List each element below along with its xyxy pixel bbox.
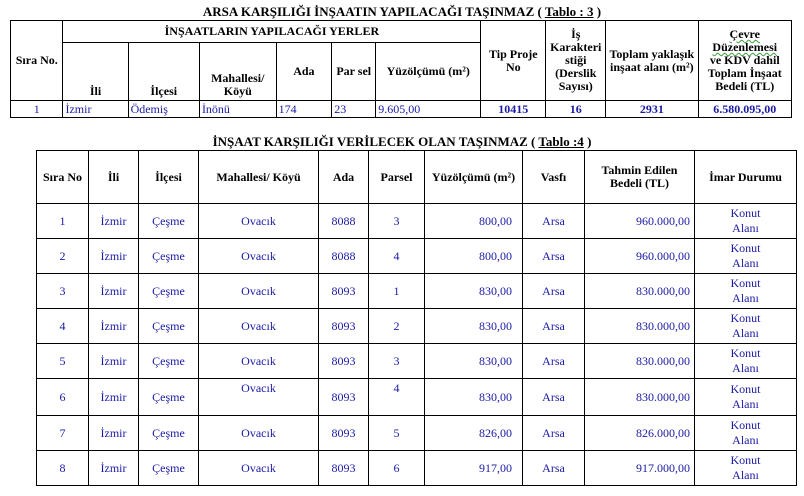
cell-il: İzmir bbox=[89, 344, 139, 379]
cell-ilce: Çeşme bbox=[139, 204, 199, 239]
table-row bbox=[37, 451, 797, 486]
cell-ilce: Çeşme bbox=[139, 416, 199, 451]
table4-title-text: İNŞAAT KARŞILIĞI VERİLECEK OLAN TAŞINMAZ ( bbox=[212, 134, 536, 149]
cell-il: İzmir bbox=[89, 379, 139, 416]
header-is-karakteristigi: İş Karakteri stiği (Derslik Sayısı) bbox=[546, 21, 606, 101]
header-ilce: İlçesi bbox=[128, 43, 199, 101]
cell-bedel: 960.000,00 bbox=[585, 239, 695, 274]
header-ada: Ada bbox=[276, 43, 332, 101]
header-mahalle: Mahallesi/ Köyü bbox=[199, 151, 319, 204]
header-bedel bbox=[698, 21, 791, 101]
table-row bbox=[37, 239, 797, 274]
header-ilce: İlçesi bbox=[139, 151, 199, 204]
cell-imar: Konut Alanı bbox=[695, 274, 797, 309]
table3-title-end: ) bbox=[596, 4, 602, 19]
cell-bedel: 830.000,00 bbox=[585, 379, 695, 416]
cell-il: İzmir bbox=[89, 451, 139, 486]
cell-vasfi: Arsa bbox=[523, 204, 585, 239]
header-sira: Sıra No. bbox=[11, 21, 63, 101]
table3-title-ref: Tablo : 3 bbox=[544, 4, 594, 19]
cell-yuzolcumu: 917,00 bbox=[425, 451, 523, 486]
header-bedel: Tahmin Edilen Bedeli (TL) bbox=[585, 151, 695, 204]
cell-imar: Konut Alanı bbox=[695, 344, 797, 379]
cell-yuzolcumu: 830,00 bbox=[425, 344, 523, 379]
cell-yuzolcumu: 800,00 bbox=[425, 239, 523, 274]
cell-ada: 8093 bbox=[319, 309, 369, 344]
cell-mahalle: Ovacık bbox=[199, 451, 319, 486]
cell-parsel: 3 bbox=[369, 204, 425, 239]
table-row bbox=[37, 416, 797, 451]
cell-ilce: Ödemiş bbox=[128, 101, 199, 118]
cell-imar: Konut Alanı bbox=[695, 239, 797, 274]
cell-ada: 8093 bbox=[319, 379, 369, 416]
header-parsel: Parsel bbox=[369, 151, 425, 204]
table-row bbox=[37, 204, 797, 239]
cell-ilce: Çeşme bbox=[139, 344, 199, 379]
cell-ilce: Çeşme bbox=[139, 451, 199, 486]
cell-sira: 6 bbox=[37, 379, 89, 416]
header-yuzolcumu: Yüzölçümü (m²) bbox=[376, 43, 481, 101]
cell-ilce: Çeşme bbox=[139, 309, 199, 344]
header-toplam-alan: Toplam yaklaşık inşaat alanı (m²) bbox=[606, 21, 698, 101]
cell-vasfi: Arsa bbox=[523, 239, 585, 274]
cell-ada: 8093 bbox=[319, 451, 369, 486]
cell-sira: 5 bbox=[37, 344, 89, 379]
cell-parsel: 3 bbox=[369, 344, 425, 379]
cell-bedel: 960.000,00 bbox=[585, 204, 695, 239]
cell-parsel: 1 bbox=[369, 274, 425, 309]
cell-yuzolcumu: 830,00 bbox=[425, 309, 523, 344]
cell-vasfi: Arsa bbox=[523, 274, 585, 309]
cell-il: İzmir bbox=[89, 274, 139, 309]
header-parsel: Par sel bbox=[332, 43, 376, 101]
cell-imar: Konut Alanı bbox=[695, 204, 797, 239]
cell-parsel: 23 bbox=[332, 101, 376, 118]
cell-il: İzmir bbox=[89, 416, 139, 451]
cell-parsel: 2 bbox=[369, 309, 425, 344]
cell-sira: 4 bbox=[37, 309, 89, 344]
header-bedel-line1: Çevre Düzenlemesi bbox=[712, 27, 778, 54]
header-vasfi: Vasfı bbox=[523, 151, 585, 204]
table-row bbox=[37, 309, 797, 344]
table3 bbox=[10, 20, 792, 118]
cell-imar: Konut Alanı bbox=[695, 379, 797, 416]
header-bedel-line2: ve KDV dahil Toplam İnşaat Bedeli (TL) bbox=[707, 53, 782, 93]
cell-vasfi: Arsa bbox=[523, 379, 585, 416]
cell-alan: 2931 bbox=[606, 101, 698, 118]
cell-ilce: Çeşme bbox=[139, 379, 199, 416]
cell-ilce: Çeşme bbox=[139, 274, 199, 309]
cell-mahalle: Ovacık bbox=[199, 379, 319, 416]
cell-vasfi: Arsa bbox=[523, 344, 585, 379]
cell-bedel: 6.580.095,00 bbox=[698, 101, 791, 118]
cell-il: İzmir bbox=[63, 101, 128, 118]
cell-bedel: 830.000,00 bbox=[585, 274, 695, 309]
table4 bbox=[36, 150, 797, 486]
cell-ada: 8093 bbox=[319, 344, 369, 379]
table-row bbox=[37, 274, 797, 309]
cell-bedel: 826.000,00 bbox=[585, 416, 695, 451]
cell-il: İzmir bbox=[89, 204, 139, 239]
table-row bbox=[37, 379, 797, 416]
table4-title-end: ) bbox=[587, 134, 592, 149]
header-yuzolcumu: Yüzölçümü (m²) bbox=[425, 151, 523, 204]
cell-imar: Konut Alanı bbox=[695, 309, 797, 344]
cell-sira: 7 bbox=[37, 416, 89, 451]
cell-vasfi: Arsa bbox=[523, 416, 585, 451]
cell-bedel: 830.000,00 bbox=[585, 344, 695, 379]
cell-mahalle: Ovacık bbox=[199, 239, 319, 274]
cell-vasfi: Arsa bbox=[523, 451, 585, 486]
cell-bedel: 917.000,00 bbox=[585, 451, 695, 486]
cell-ada: 8093 bbox=[319, 416, 369, 451]
cell-sira: 1 bbox=[37, 204, 89, 239]
table-row bbox=[11, 101, 792, 118]
cell-sira: 8 bbox=[37, 451, 89, 486]
cell-il: İzmir bbox=[89, 309, 139, 344]
header-group: İNŞAATLARIN YAPILACAĞI YERLER bbox=[63, 21, 481, 43]
cell-tip-proje: 10415 bbox=[481, 101, 546, 118]
table4-title-ref: Tablo :4 bbox=[538, 134, 584, 149]
cell-yuzolcumu: 9.605,00 bbox=[376, 101, 481, 118]
table4-title bbox=[0, 134, 804, 150]
header-il: İli bbox=[63, 43, 128, 101]
cell-sira: 1 bbox=[11, 101, 63, 118]
header-il: İli bbox=[89, 151, 139, 204]
cell-sira: 2 bbox=[37, 239, 89, 274]
cell-ada: 8088 bbox=[319, 204, 369, 239]
header-tip-proje: Tip Proje No bbox=[481, 21, 546, 101]
header-sira: Sıra No bbox=[37, 151, 89, 204]
cell-yuzolcumu: 830,00 bbox=[425, 379, 523, 416]
cell-ada: 8093 bbox=[319, 274, 369, 309]
cell-il: İzmir bbox=[89, 239, 139, 274]
table3-title bbox=[0, 4, 804, 20]
cell-mahalle: İnönü bbox=[199, 101, 276, 118]
cell-parsel: 4 bbox=[369, 379, 425, 416]
header-imar: İmar Durumu bbox=[695, 151, 797, 204]
table-row bbox=[37, 344, 797, 379]
cell-mahalle: Ovacık bbox=[199, 204, 319, 239]
cell-ilce: Çeşme bbox=[139, 239, 199, 274]
cell-derslik: 16 bbox=[546, 101, 606, 118]
cell-parsel: 6 bbox=[369, 451, 425, 486]
header-ada: Ada bbox=[319, 151, 369, 204]
cell-yuzolcumu: 800,00 bbox=[425, 204, 523, 239]
cell-sira: 3 bbox=[37, 274, 89, 309]
cell-imar: Konut Alanı bbox=[695, 451, 797, 486]
cell-ada: 174 bbox=[276, 101, 332, 118]
cell-mahalle: Ovacık bbox=[199, 309, 319, 344]
cell-mahalle: Ovacık bbox=[199, 344, 319, 379]
cell-parsel: 5 bbox=[369, 416, 425, 451]
cell-yuzolcumu: 830,00 bbox=[425, 274, 523, 309]
cell-bedel: 830.000,00 bbox=[585, 309, 695, 344]
cell-mahalle: Ovacık bbox=[199, 416, 319, 451]
table3-title-text: ARSA KARŞILIĞI İNŞAATIN YAPILACAĞI TAŞINMAZ ( bbox=[202, 4, 542, 19]
cell-yuzolcumu: 826,00 bbox=[425, 416, 523, 451]
cell-vasfi: Arsa bbox=[523, 309, 585, 344]
cell-parsel: 4 bbox=[369, 239, 425, 274]
header-mahalle: Mahallesi/ Köyü bbox=[199, 43, 276, 101]
cell-mahalle: Ovacık bbox=[199, 274, 319, 309]
cell-ada: 8088 bbox=[319, 239, 369, 274]
cell-imar: Konut Alanı bbox=[695, 416, 797, 451]
